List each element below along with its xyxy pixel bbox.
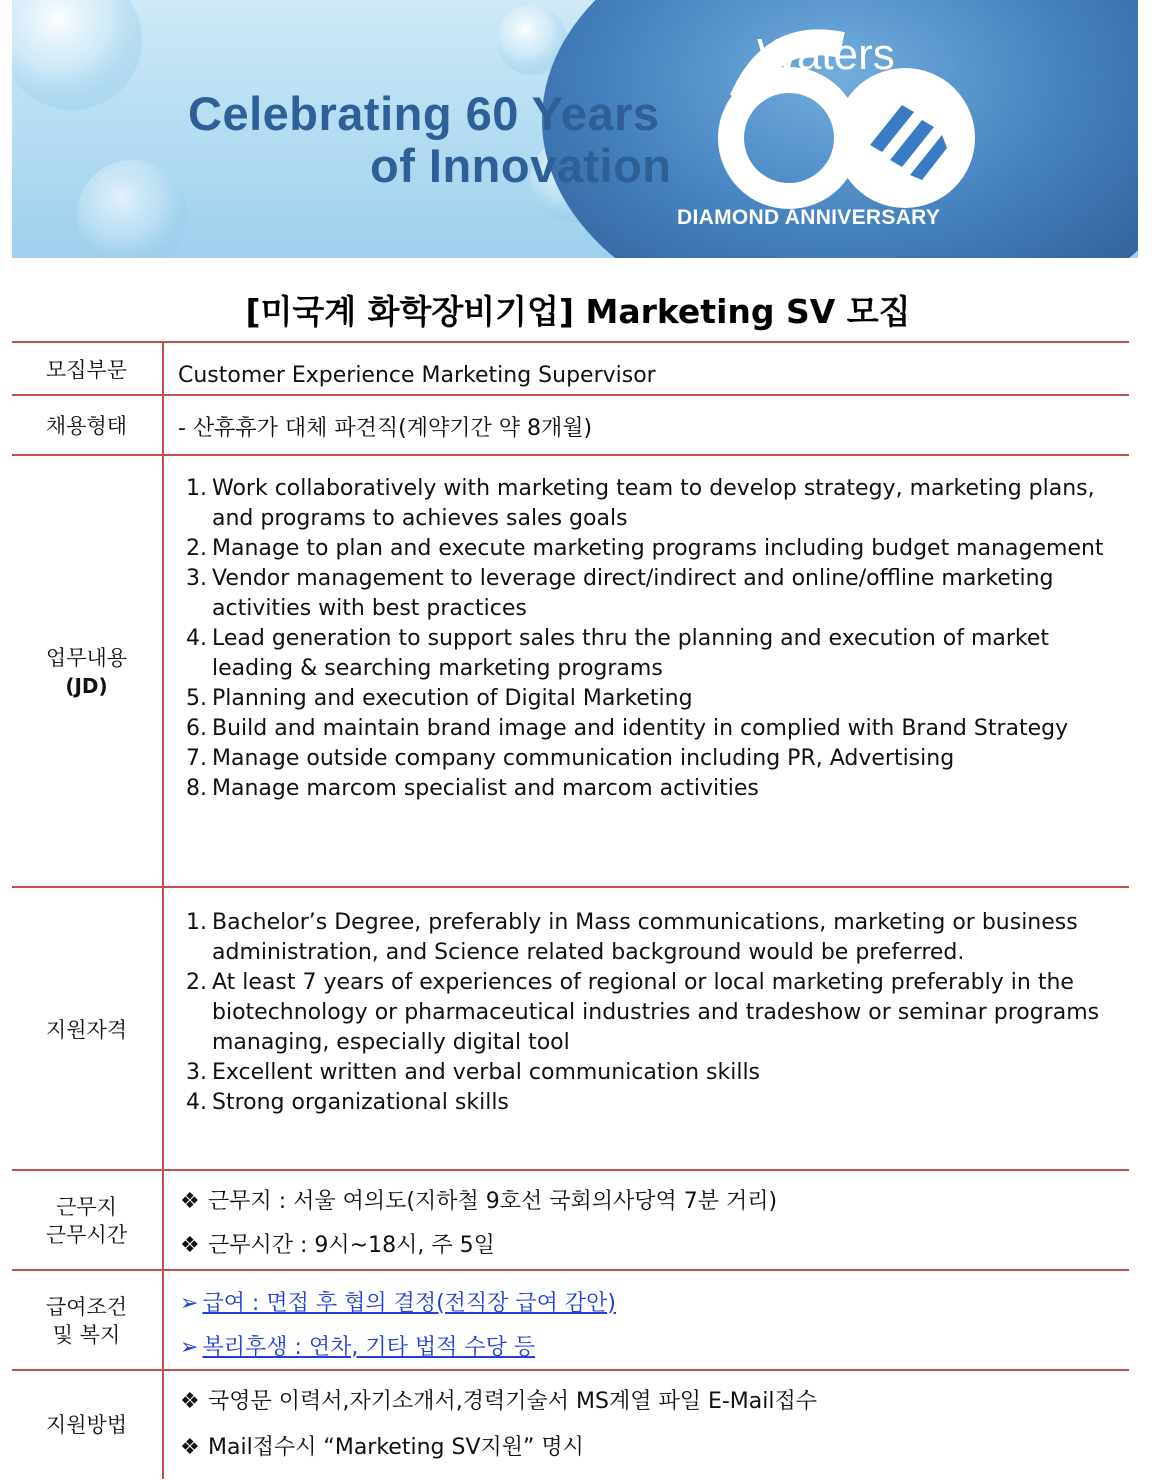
workplace-line <box>180 1187 777 1217</box>
label-department: 모집부문 <box>45 357 128 382</box>
row-job-description <box>12 454 1129 888</box>
apply-line-1 <box>180 1387 817 1417</box>
item-number: 1. <box>186 476 207 501</box>
jd-list <box>186 474 1116 804</box>
label-employment-type: 채용형태 <box>45 414 128 438</box>
anniversary-text: DIAMOND ANNIVERSARY <box>677 206 941 229</box>
cell-apply-method <box>162 1371 1129 1479</box>
banner-headline-line2: of Innovation <box>370 139 672 192</box>
label-job-description <box>12 456 161 888</box>
workplace-label-line2: 근무시간 <box>45 1223 128 1247</box>
workhours-line <box>180 1231 495 1261</box>
list-item <box>186 564 1116 624</box>
item-number: 1. <box>186 910 207 935</box>
item-text: Lead generation to support sales thru the planning and execution of market leading & searching marketing programs <box>212 626 1050 681</box>
jd-label-sub: (JD) <box>65 674 108 698</box>
page-title: [미국계 화학장비기업] Marketing SV 모집 <box>245 292 911 331</box>
list-item <box>186 1058 1116 1088</box>
row-salary <box>12 1269 1129 1371</box>
workhours-text: 근무시간 : 9시~18시, 주 5일 <box>208 1233 495 1258</box>
waters-logo-text: Waters <box>757 30 895 79</box>
hero-banner <box>12 0 1138 258</box>
row-employment-type <box>12 394 1129 456</box>
item-number: 3. <box>186 1060 207 1085</box>
item-number: 7. <box>186 746 207 771</box>
salary-label-line2: 및 복지 <box>52 1323 121 1347</box>
item-text: Build and maintain brand image and identity in complied with Brand Strategy <box>212 716 1069 741</box>
banner-headline-line1: Celebrating 60 Years <box>188 87 660 140</box>
cell-qualifications <box>162 888 1129 1171</box>
cell-workplace <box>162 1171 1129 1271</box>
label-apply-method: 지원방법 <box>45 1413 128 1437</box>
item-text: Manage outside company communication including PR, Advertising <box>212 746 955 771</box>
diamond-bullet-icon: ❖ <box>180 1189 200 1214</box>
arrow-bullet-icon: ➢ <box>180 1291 199 1316</box>
apply-line-2 <box>180 1433 584 1463</box>
diamond-bullet-icon: ❖ <box>180 1389 200 1414</box>
item-number: 6. <box>186 716 207 741</box>
item-text: Manage to plan and execute marketing programs including budget management <box>212 536 1104 561</box>
item-text: Excellent written and verbal communication skills <box>212 1060 761 1085</box>
item-number: 2. <box>186 970 207 995</box>
salary-label-line1: 급여조건 <box>45 1295 128 1319</box>
item-number: 5. <box>186 686 207 711</box>
list-item <box>186 744 1116 774</box>
list-item <box>186 534 1116 564</box>
row-qualifications <box>12 886 1129 1171</box>
row-workplace <box>12 1169 1129 1271</box>
row-department <box>12 341 1129 396</box>
item-text: Work collaboratively with marketing team to develop strategy, marketing plans, and programs to achieves sales goals <box>212 476 1095 531</box>
item-text: Planning and execution of Digital Marketing <box>212 686 693 711</box>
cell-employment-type <box>162 396 1129 456</box>
item-text: Strong organizational skills <box>212 1090 509 1115</box>
benefits-link[interactable] <box>180 1333 535 1363</box>
list-item <box>186 684 1116 714</box>
label-workplace <box>12 1171 161 1271</box>
item-text: Manage marcom specialist and marcom activities <box>212 776 759 801</box>
list-item <box>186 968 1116 1058</box>
jd-label-main: 업무내용 <box>45 646 128 670</box>
list-item <box>186 774 1116 804</box>
item-number: 8. <box>186 776 207 801</box>
apply-text-2: Mail접수시 “Marketing SV지원” 명시 <box>208 1435 584 1460</box>
benefits-text: 복리후생 : 연차, 기타 법적 수당 등 <box>202 1335 536 1360</box>
list-item <box>186 714 1116 744</box>
apply-text-1: 국영문 이력서,자기소개서,경력기술서 MS계열 파일 E-Mail접수 <box>208 1389 817 1414</box>
cell-department <box>162 343 1129 396</box>
workplace-text: 근무지 : 서울 여의도(지하철 9호선 국회의사당역 7분 거리) <box>208 1189 778 1214</box>
list-item <box>186 1088 1116 1118</box>
item-text: Bachelor’s Degree, preferably in Mass communications, marketing or business administration, and Science related background would be preferred. <box>212 910 1078 965</box>
item-number: 2. <box>186 536 207 561</box>
item-number: 4. <box>186 1090 207 1115</box>
diamond-bullet-icon: ❖ <box>180 1233 200 1258</box>
item-text: Vendor management to leverage direct/indirect and online/offline marketing activities with best practices <box>212 566 1054 621</box>
item-number: 3. <box>186 566 207 591</box>
department-value: Customer Experience Marketing Supervisor <box>178 363 656 388</box>
salary-link[interactable] <box>180 1289 616 1319</box>
cell-job-description <box>162 456 1129 888</box>
label-salary <box>12 1271 161 1371</box>
list-item <box>186 624 1116 684</box>
workplace-label-line1: 근무지 <box>56 1195 117 1219</box>
employment-type-value: - 산휴휴가 대체 파견직(계약기간 약 8개월) <box>178 416 593 441</box>
item-number: 4. <box>186 626 207 651</box>
arrow-bullet-icon: ➢ <box>180 1335 199 1360</box>
list-item <box>186 908 1116 968</box>
qualification-list <box>186 908 1116 1118</box>
row-apply-method <box>12 1369 1129 1479</box>
cell-salary <box>162 1271 1129 1371</box>
list-item <box>186 474 1116 534</box>
diamond-bullet-icon: ❖ <box>180 1435 200 1460</box>
label-qualifications: 지원자격 <box>45 1017 128 1042</box>
salary-text: 급여 : 면접 후 협의 결정(전직장 급여 감안) <box>202 1291 617 1316</box>
item-text: At least 7 years of experiences of regional or local marketing preferably in the biotechnology or pharmaceutical industries and tradeshow or seminar programs managing, especially digital tool <box>212 970 1100 1055</box>
